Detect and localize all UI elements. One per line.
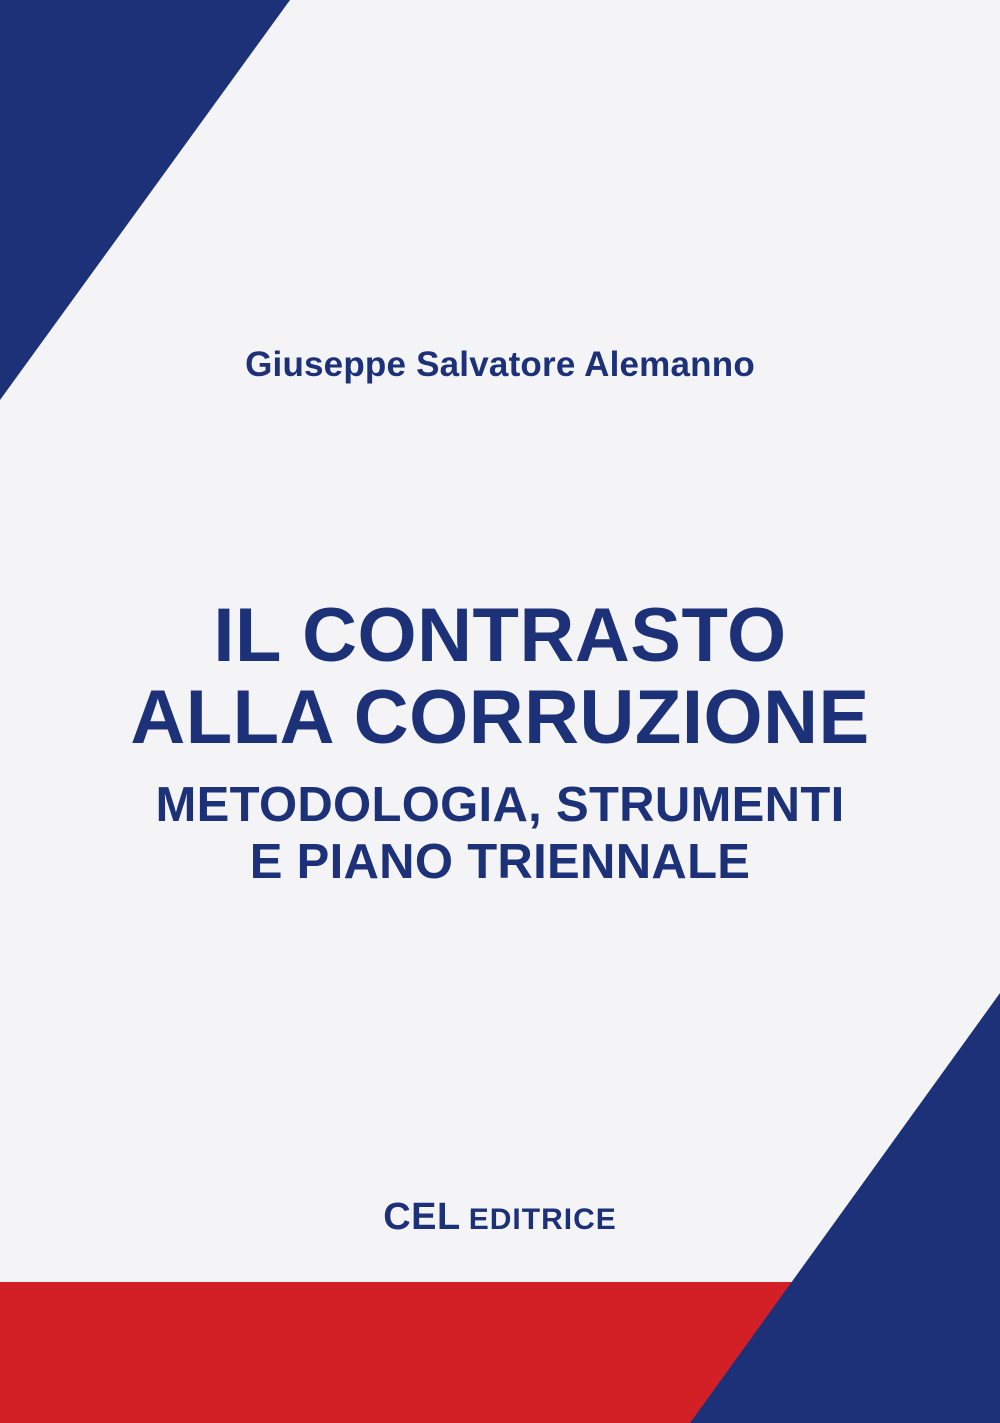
- book-subtitle-line-1: METODOLOGIA, STRUMENTI: [155, 778, 845, 833]
- publisher-mark: CEL: [383, 1196, 461, 1238]
- book-subtitle-line-2: E PIANO TRIENNALE: [249, 834, 751, 889]
- publisher-name: EDITRICE: [468, 1203, 617, 1236]
- publisher-logo: [0, 1196, 1000, 1239]
- book-title: [0, 595, 1000, 759]
- title-block: [0, 595, 1000, 890]
- book-title-line-2: ALLA CORRUZIONE: [130, 675, 870, 761]
- book-title-line-1: IL CONTRASTO: [213, 593, 787, 678]
- book-subtitle: [0, 777, 1000, 890]
- author-name: Giuseppe Salvatore Alemanno: [245, 345, 755, 384]
